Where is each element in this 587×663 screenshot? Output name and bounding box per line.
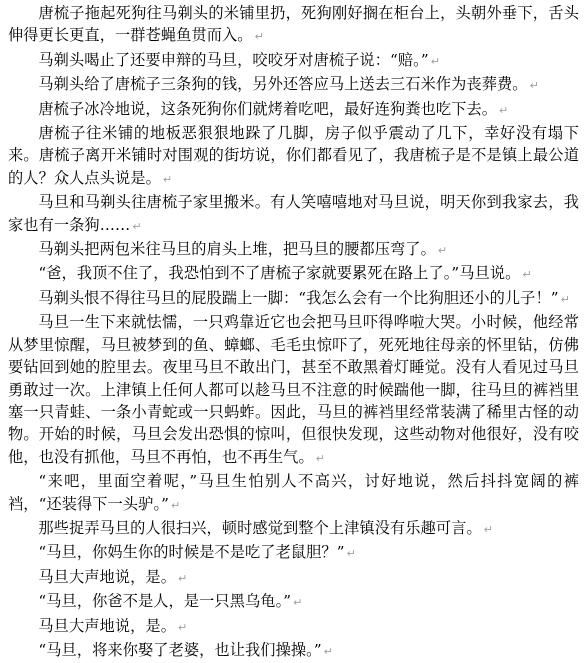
paragraph <box>8 590 579 614</box>
paragraph-text: 马剃头把两包米往马旦的肩头上堆，把马旦的腰都压弯了。 <box>38 240 436 259</box>
paragraph <box>8 287 579 311</box>
paragraph <box>8 238 579 262</box>
paragraph-text: 马旦大声地说，是。 <box>38 567 176 586</box>
paragraph-text: 马剃头喝止了还要申辩的马旦，咬咬牙对唐梳子说：“赔。” <box>38 50 429 69</box>
paragraph-text: 马旦一生下来就怯懦，一只鸡靠近它也会把马旦吓得哗啦大哭。小时候，他经常从梦里惊醒，马旦被梦到的鱼、蟑螂、毛毛虫惊吓了，死死地往母亲的怀里钻，仿佛要钻回到她的腔里去。夜里马旦不敢出门，甚至不敢黑着灯睡觉。没有人看见过马旦勇敢过一次。上津镇上任何人都可以趁马旦不注意的时候踹他一脚，往马旦的裤裆里塞一只青蛙、一条小青蛇或一只蚂蚱。因此，马旦的裤裆里经常装满了稀里古怪的动物。开始的时候，马旦会发出恐惧的惊叫，但很快发现，这些动物对他很好，没有咬他，也没有抓他，马旦不再怕，也不再生气。 <box>8 313 579 466</box>
paragraph-mark-icon: ↵ <box>177 620 188 634</box>
paragraph-text: 唐梳子往米铺的地板恶狠狠地跺了几脚，房子似乎震动了几下，幸好没有塌下来。唐梳子离开米铺时对围观的街坊说，你们都看见了，我唐梳子是不是镇上最公道的人？众人点头说是。 <box>8 124 579 187</box>
paragraph <box>8 122 579 191</box>
paragraph-text: 那些捉弄马旦的人很扫兴，顿时感觉到整个上津镇没有乐趣可言。 <box>38 518 482 537</box>
paragraph-mark-icon: ↵ <box>177 571 188 585</box>
paragraph <box>8 262 579 286</box>
paragraph-mark-icon: ↵ <box>522 268 532 282</box>
paragraph <box>8 98 579 122</box>
paragraph <box>8 311 579 470</box>
paragraph <box>8 49 579 73</box>
paragraph-mark-icon: ↵ <box>483 522 494 536</box>
paragraph-mark-icon: ↵ <box>254 30 264 44</box>
paragraph-mark-icon: ↵ <box>323 644 334 658</box>
paragraph-text: 唐梳子冰冷地说，这条死狗你们就烤着吃吧，最好连狗粪也吃下去。 <box>38 99 498 118</box>
paragraph <box>8 470 579 517</box>
paragraph-text: 马剃头给了唐梳子三条狗的钱，另外还答应马上送去三石米作为丧葬费。 <box>38 75 528 94</box>
paragraph <box>8 2 579 49</box>
paragraph-mark-icon: ↵ <box>499 103 509 117</box>
paragraph <box>8 73 579 97</box>
paragraph-mark-icon: ↵ <box>293 596 303 610</box>
paragraph-mark-icon: ↵ <box>315 451 326 465</box>
paragraph-text: 马旦和马剃头往唐梳子家里搬米。有人笑嘻嘻地对马旦说，明天你到我家去，我家也有一条狗…… <box>8 193 579 234</box>
paragraph-mark-icon: ↵ <box>437 244 448 258</box>
paragraph-text: 马剃头恨不得往马旦的屁股踹上一脚：“我怎么会有一个比狗胆还小的儿子！” <box>38 288 559 307</box>
paragraph <box>8 541 579 565</box>
paragraph <box>8 566 579 590</box>
paragraph-mark-icon: ↵ <box>529 79 539 93</box>
paragraph-mark-icon: ↵ <box>430 54 441 68</box>
paragraph-text: “爸，我顶不住了，我恐怕到不了唐梳子家就要累死在路上了。”马旦说。 <box>38 264 521 283</box>
paragraph <box>8 517 579 541</box>
paragraph-text: “马旦，你爸不是人，是一只黑乌龟。” <box>38 592 292 611</box>
paragraph-mark-icon: ↵ <box>171 498 181 512</box>
paragraph-text: 唐梳子拖起死狗往马剃头的米铺里扔，死狗刚好搁在柜台上，头朝外垂下，舌头伸得更长更直，一群苍蝇鱼贯而入。 <box>8 4 579 45</box>
paragraph <box>8 639 579 663</box>
paragraph-text: “马旦，将来你娶了老婆，也让我们操操。” <box>38 640 322 659</box>
paragraph-text: 马旦大声地说，是。 <box>38 616 176 635</box>
paragraph-text: “马旦，你妈生你的时候是不是吃了老鼠胆？” <box>38 543 345 562</box>
paragraph-text: “来吧，里面空着呢，”马旦生怕别人不高兴，讨好地说，然后抖抖宽阔的裤裆，“还装得下一头驴。” <box>8 472 579 513</box>
paragraph-mark-icon: ↵ <box>162 172 173 186</box>
paragraph-mark-icon: ↵ <box>132 219 142 233</box>
paragraph-mark-icon: ↵ <box>346 547 356 561</box>
paragraph <box>8 615 579 639</box>
paragraph-mark-icon: ↵ <box>560 292 570 306</box>
paragraph <box>8 191 579 238</box>
